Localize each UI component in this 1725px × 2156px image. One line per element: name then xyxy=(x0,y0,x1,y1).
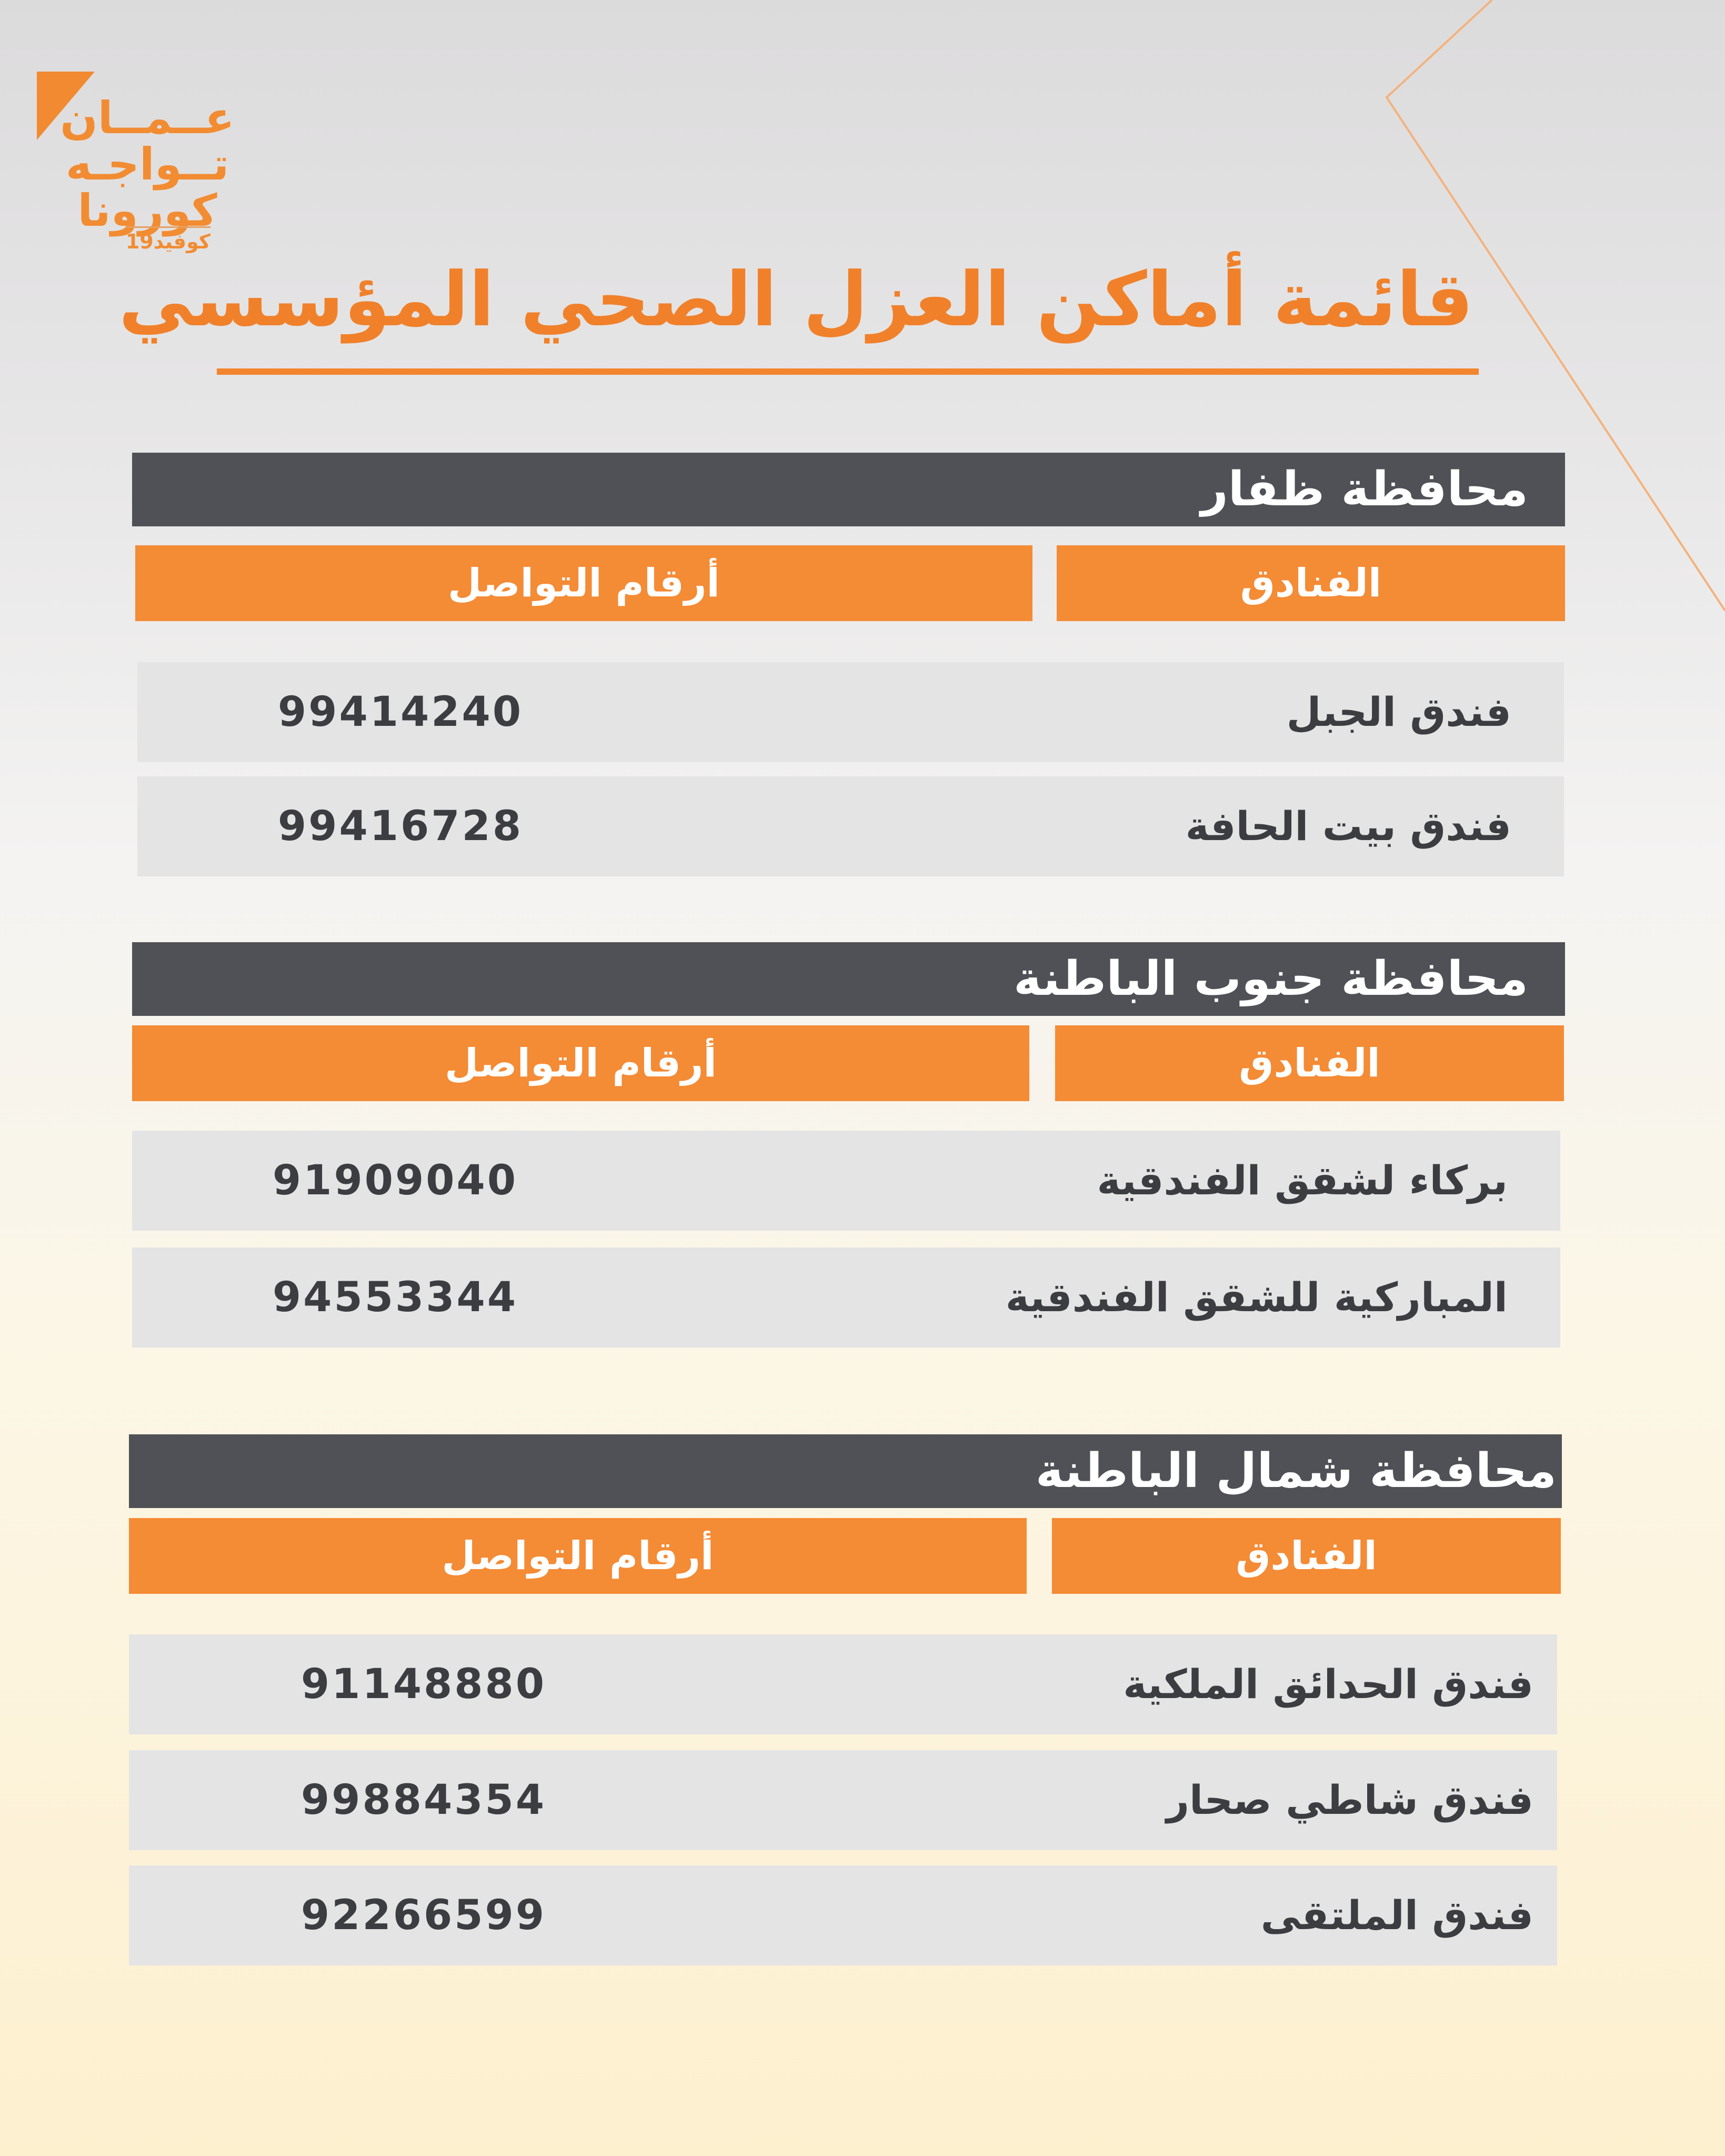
contacts-column-header: أرقام التواصل xyxy=(129,1518,1027,1594)
hotels-column-header: الفنادق xyxy=(1055,1025,1564,1101)
phone-number: 99414240 xyxy=(277,688,524,736)
phone-number: 99416728 xyxy=(277,803,524,850)
phone-number: 94553344 xyxy=(272,1274,518,1321)
hotel-name: فندق الجبل xyxy=(1286,688,1511,735)
table-row xyxy=(137,776,1564,876)
hotels-column-header: الفنادق xyxy=(1057,545,1565,621)
hotel-name: بركاء لشقق الفندقية xyxy=(1097,1157,1508,1204)
logo-line-3: كورونا xyxy=(77,185,217,236)
phone-number: 91148880 xyxy=(300,1661,547,1708)
table-row xyxy=(137,662,1564,762)
contacts-column-header: أرقام التواصل xyxy=(135,545,1032,621)
hotel-name: فندق الحدائق الملكية xyxy=(1123,1661,1533,1708)
phone-number: 99884354 xyxy=(300,1776,547,1824)
campaign-logo xyxy=(32,68,242,258)
governorate-header-north-batinah: محافظة شمال الباطنة xyxy=(129,1434,1562,1508)
table-row xyxy=(129,1634,1557,1734)
table-row xyxy=(132,1131,1560,1231)
table-row xyxy=(129,1750,1557,1850)
phone-number: 91909040 xyxy=(272,1157,518,1204)
hotel-name: فندق الملتقى xyxy=(1260,1892,1533,1939)
logo-text xyxy=(53,92,242,236)
logo-line-1: عــمــان xyxy=(60,92,235,144)
logo-subtitle: كوفيد19 xyxy=(126,226,210,253)
phone-number: 92266599 xyxy=(300,1892,547,1939)
logo-line-2: تــواجـه xyxy=(65,138,229,190)
governorate-header-dhofar: محافظة ظفار xyxy=(132,453,1565,526)
page-title: قائمة أماكن العزل الصحي المؤسسي xyxy=(118,256,1473,343)
hotel-name: المباركية للشقق الفندقية xyxy=(1005,1274,1508,1321)
governorate-header-south-batinah: محافظة جنوب الباطنة xyxy=(132,942,1565,1016)
hotels-column-header: الفنادق xyxy=(1052,1518,1561,1594)
title-underline xyxy=(217,368,1479,375)
contacts-column-header: أرقام التواصل xyxy=(132,1025,1029,1101)
hotel-name: فندق شاطي صحار xyxy=(1166,1776,1533,1823)
table-row xyxy=(129,1865,1557,1965)
hotel-name: فندق بيت الحافة xyxy=(1185,803,1511,850)
table-row xyxy=(132,1247,1560,1348)
